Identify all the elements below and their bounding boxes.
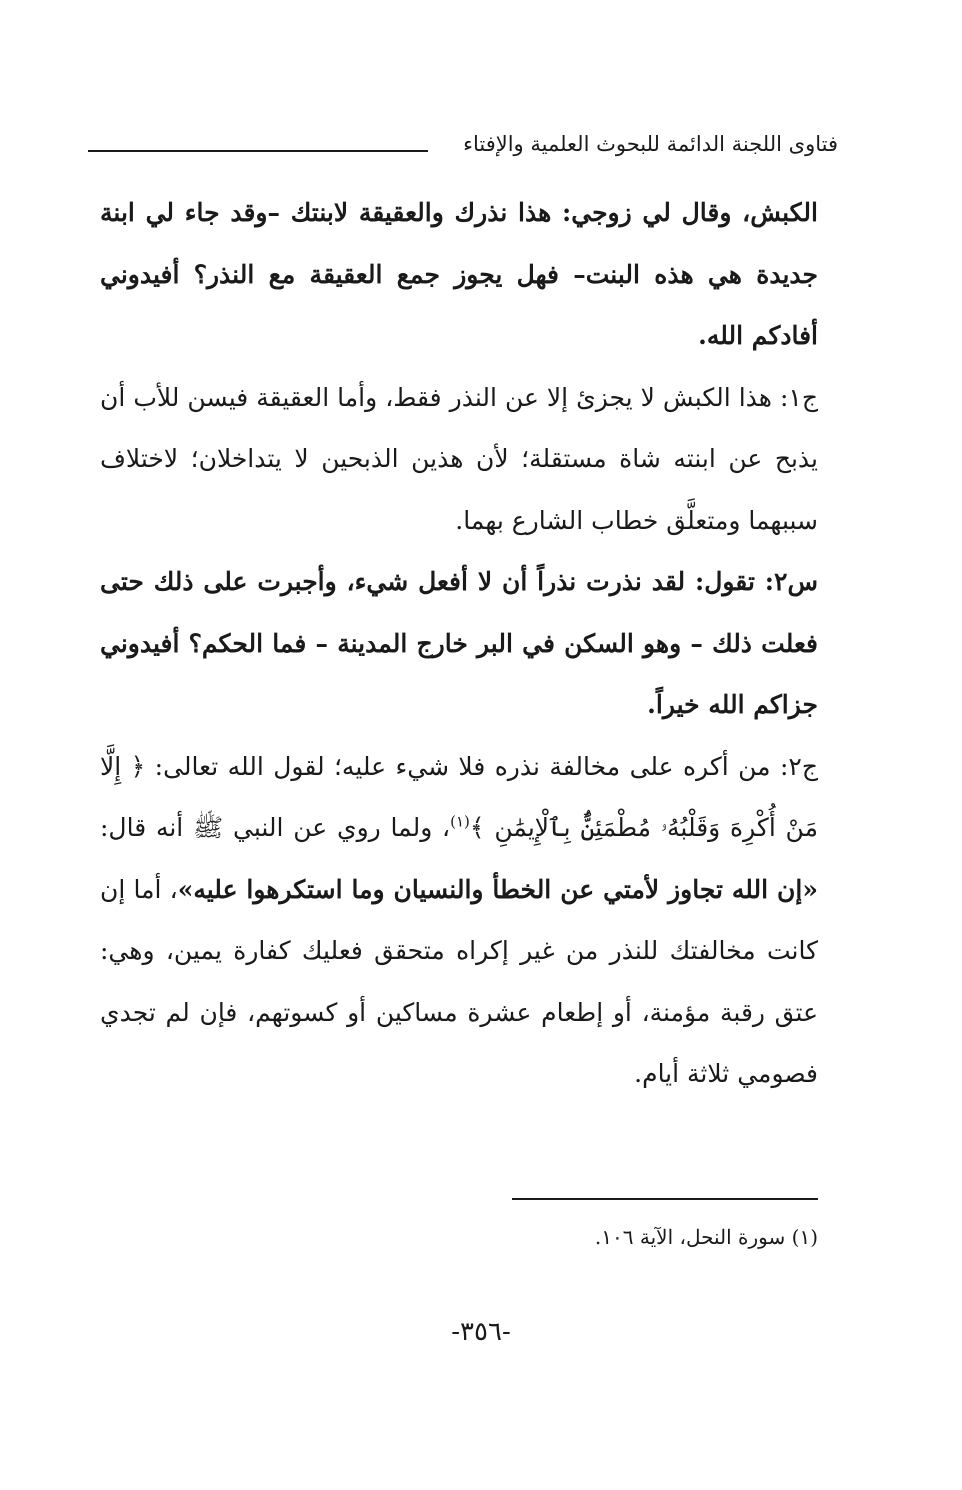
question-1-continuation: الكبش، وقال لي زوجي: هذا نذرك والعقيقة لابنتك –وقد جاء لي ابنة جديدة هي هذه البنت– فهل يجوز جمع العقيقة مع النذر؟ أفيدوني أفادكم الله.: [100, 198, 818, 350]
answer-2-transition: ، ولما روي عن النبي ﷺ أنه قال:: [100, 813, 451, 842]
footnote-rule: [512, 1198, 818, 1200]
answer-2: [100, 736, 818, 1105]
hadith-quote: «إن الله تجاوز لأمتي عن الخطأ والنسيان وما استكرهوا عليه»: [177, 874, 818, 904]
answer-2-rest: ، أما إن كانت مخالفتك للنذر من غير إكراه متحقق فعليك كفارة يمين، وهي: عتق رقبة مؤمنة، أو إطعام عشرة مساكين أو كسوتهم، فإن لم تجدي فصومي ثلاثة أيام.: [100, 874, 818, 1088]
footnote: (١) سورة النحل، الآية ١٠٦.: [594, 1225, 818, 1249]
header-title: فتاوى اللجنة الدائمة للبحوث العلمية والإفتاء: [463, 132, 838, 156]
answer-1: ج١: هذا الكبش لا يجزئ إلا عن النذر فقط، وأما العقيقة فيسن للأب أن يذبح عن ابنته شاة مستقلة؛ لأن هذين الذبحين لا يتداخلان؛ لاختلاف سببهما ومتعلَّق خطاب الشارع بهما.: [100, 382, 818, 535]
main-text: [100, 182, 818, 1105]
header-rule: [88, 150, 428, 152]
quran-verse: ﴿ إِلَّا مَنْ أُكْرِهَ وَقَلْبُهُۥ مُطْمَئِنٌّۢ بِٱلْإِيمَٰنِ ﴾: [100, 751, 818, 842]
page-number: -٣٥٦-: [451, 1317, 511, 1347]
footnote-reference: (١): [450, 812, 470, 831]
question-2: س٢: تقول: لقد نذرت نذراً أن لا أفعل شيء، وأجبرت على ذلك حتى فعلت ذلك – وهو السكن في البر خارج المدينة – فما الحكم؟ أفيدوني جزاكم الله خيراً.: [100, 567, 818, 719]
running-header: [88, 128, 838, 168]
answer-2-intro: ج٢: من أكره على مخالفة نذره فلا شيء عليه؛ لقول الله تعالى:: [154, 751, 818, 781]
